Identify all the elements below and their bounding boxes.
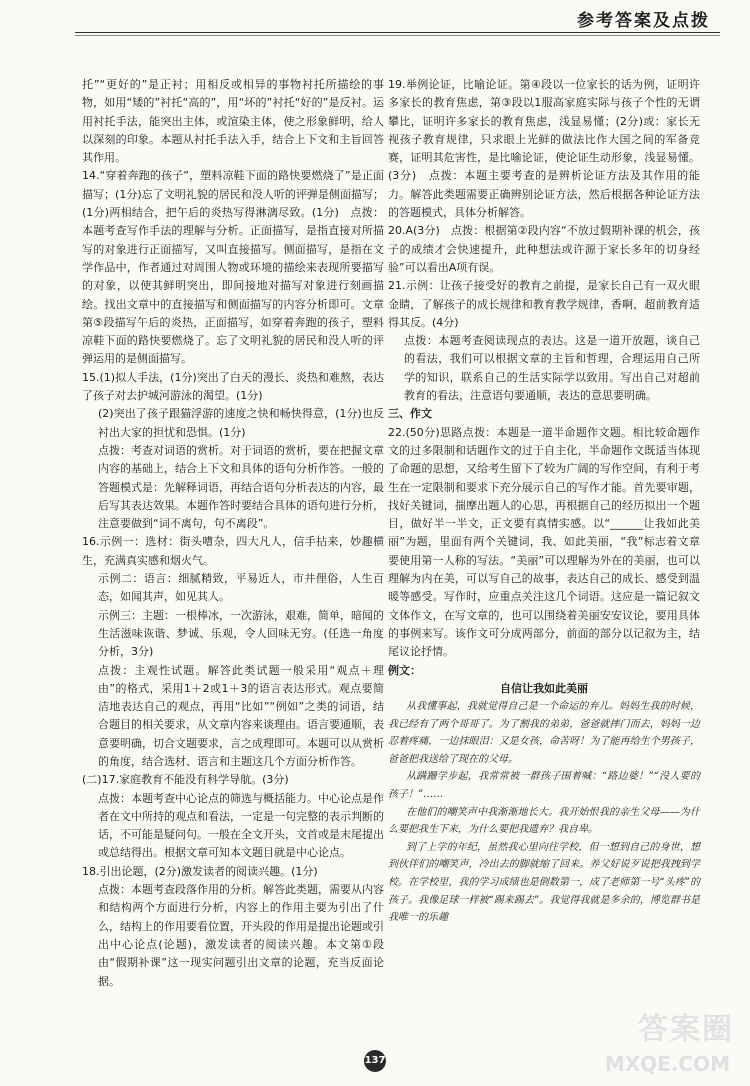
answer-17: (二)17.家庭教育不能没有科学导航。(3分) xyxy=(82,773,289,787)
answer-18-hint: 点拨：本题考查段落作用的分析。解答此类题，需要从内容和结构两个方面进行分析，内容上的作用主要为引出了什么，结构上的作用要看位置，开头段的作用是提出论题或引出中心论点(论题)，激发读者的阅读兴趣。本文第①段由“假期补课”这一现实问题引出文章的论题，充当反面论据。 xyxy=(98,883,384,988)
answer-22: 22.(50分)思路点拨：本题是一道半命题作文题。相比较命题作文的过多限制和话题作文的过于自主化，半命题作文既适当体现了命题的思想，又给考生留下了较为广阔的写作空间，有利于考生在一定限制和要求下充分展示自己的写作才能。首先要审题，找好关键词，揣摩出题人的心思，再根据自己的经历拟出一个题目，做好半一半文，正文要有真情实感。以“______让我如此美丽”为题，里面有两个关键词，我、如此美丽，“我”标志着文章要使用第一人称的写法。“美丽”可以理解为外在的美丽，也可以理解为内在美，可以写自己的故事，表达自己的成长、感受到温暖等感受。写作时，应重点关注这几个词语。这应是一篇记叙文文体作文，在写文章的，也可以围绕着美丽安安议论，要用具体的事例来写。该作文可分成两部分，前面的部分以记叙为主，结尾议论抒情。 xyxy=(388,425,700,659)
page-header xyxy=(0,0,750,40)
essay-paragraph: 到了上学的年纪，虽然我心里向往学校，但一想到自己的身世，想到伙伴们的嘲笑声，冷出去的脚就缩了回来。养父好说歹说把我拽到学校。在学校里，我的学习成绩也是倒数第一，成了老师第一号“头疼”的孩子。我像足球一样被“踢来踢去”。我觉得我就是多余的，博览群书是我唯一的乐趣 xyxy=(388,841,700,924)
answer-16-example-3: 示例三：主题：一根棒冰，一次游泳，艰难，简单，暗闻的生活滋味诙谐、梦诚、乐观，令人回味无穷。(任选一角度分析，3分) xyxy=(98,608,384,659)
answer-20: 20.A(3分) 点拨：根据第②段内容“不放过假期补课的机会，孩子的成绩才会快速提升，此种想法或许源于家长多年的切身经验”可以看出A项有误。 xyxy=(388,224,700,274)
essay-paragraph: 从我懂事起，我就觉得自己是一个命运的弃儿。妈妈生我的时候，我已经有了两个哥哥了。为了割我的弟弟，爸爸就摔门而去，妈妈一边忍着疼痛，一边抹眼泪：又是女孩，命苦呀！为了能再给生个男孩子，爸爸把我送给了现在的父母。 xyxy=(388,701,700,765)
answer-16-hint: 点拨：主观性试题。解答此类试题一般采用“观点＋理由”的格式，采用1＋2或1＋3的语言表达形式。观点要简洁地表达自己的观点，再用“比如”“例如”之类的词语，结合题目的相关要求，从文章内容来谈理由。语言要通顺，表意要明确，切合文题要求，言之成理即可。本题可以从赏析的角度，结合选材、语言和主题这几个方面分析作答。 xyxy=(98,663,384,768)
answer-paragraph: 托”“更好的”是正衬；用相反或相异的事物衬托所描绘的事物，如用“矮的”衬托“高的”，用“坏的”衬托“好的”是反衬。运用衬托手法，能突出主体，或渲染主体，使之形象鲜明，给人以深刻的印象。本题从衬托手法入手，结合上下文和主旨回答其作用。 xyxy=(82,78,384,165)
answer-15-hint: 点拨：考查对词语的赏析。对于词语的赏析，要在把握文章内容的基础上，结合上下文和具体的语句分析作答。一般的答题模式是：先解释词语，再结合语句分析表达的内容，最后写其表达效果。本题作答时要结合具体的语句进行分析，注意要做到“词不离句，句不离段”。 xyxy=(98,443,384,531)
example-label: 例文： xyxy=(388,663,421,677)
essay-paragraph: 在他们的嘲笑声中我渐渐地长大。我开始恨我的亲生父母——为什么要把我生下来，为什么要把我遗弃？我自卑。 xyxy=(388,806,700,836)
left-column xyxy=(82,76,384,991)
header-rule xyxy=(75,32,720,33)
answer-21-hint: 点拨：本题考查阅读现点的表达。这是一道开放题，谈自己的看法，我们可以根据文章的主旨和哲理，合理运用自己所学的知识，联系自己的生活实际学以致用。写出自己对超前教育的看法，注意语句要通顺，表达的意思要明确。 xyxy=(404,334,700,403)
answer-14: 14.“穿着奔跑的孩子”，塑料凉鞋下面的路快要燃烧了”是正面描写；(1分)忘了文明礼貌的居民和没人听的评弹是侧面描写；(1分)两相结合，把午后的炎热写得淋漓尽致。(1分) 点拨：本题考查写作手法的理解与分析。正面描写，是指直接对所描写的对象进行正面描写，又叫直接描写。侧面描写，是指在文学作品中，作者通过对周围人物或环境的描绘来表现所要描写的对象，以使其鲜明突出，即间接地对描写对象进行刻画描绘。找出文章中的直接描写和侧面描写的内容分析即可。文章第⑤段描写午后的炎热，正面描写，如穿着奔跑的孩子，塑料凉鞋下面的路快要燃烧了。忘了文明礼貌的居民和没人听的评弹运用的是侧面描写。 xyxy=(82,169,384,366)
answer-21: 21.示例：让孩子接受好的教育之前提，是家长自己有一双火眼金睛，了解孩子的成长规律和教育教学规律，香啊，超前教育适得其反。(4分) xyxy=(388,279,700,329)
header-rule-secondary xyxy=(75,35,720,36)
answer-19: 19.举例论证，比喻论证。第④段以一位家长的话为例，证明许多家长的教育焦虑，第③段以1服高家庭实际与孩子个性的无谓攀比，证明许多家长的教育焦虑，浅显易懂；(2分)或：家长无视孩子教育规律，只求眼上光鲜的做法比作大国之间的军备竞赛，证明其危害性，是比喻论证，使论证生动形象，浅显易懂。(3分) 点拨：本题主要考查的是辨析论证方法及其作用的能力。解答此类题需要正确辨别论证方法，然后根据各种论证方法的答题模式，具体分析解答。 xyxy=(388,78,700,220)
answer-15-1: 15.(1)拟人手法，(1分)突出了白天的漫长、炎热和难熬，表达了孩子对去护城河游泳的渴望。(1分) xyxy=(82,370,384,403)
answer-18: 18.引出论题，(2分)激发读者的阅读兴趣。(1分) xyxy=(82,864,318,878)
right-column xyxy=(388,76,700,927)
answer-16-example-1: 16.示例一：选材：街头嘈杂，四大凡人，信手拈来，妙趣横生，充满真实感和烟火气。 xyxy=(82,535,384,567)
watermark-text: 答案圈 xyxy=(638,1012,734,1047)
page-number: 137 xyxy=(364,1050,386,1072)
header-title: 参考答案及点拨 xyxy=(577,11,710,31)
essay-title: 自信让我如此美丽 xyxy=(500,681,588,695)
watermark-logo xyxy=(594,1002,744,1082)
section-composition-heading: 三、作文 xyxy=(388,407,432,421)
answer-15-2: (2)突出了孩子跟猫浮游的速度之快和畅快得意，(1分)也反衬出大家的担忧和恐惧。(1分) xyxy=(98,407,384,439)
essay-paragraph: 从蹒跚学步起，我常常被一群孩子围着喊：“路边婆！”“没人要的孩子！”…… xyxy=(388,771,700,801)
watermark-url: MXQE.COM xyxy=(604,1052,730,1076)
answer-16-example-2: 示例二：语言：细腻精致，平易近人，市井俚俗，人生百态，如闻其声，如见其人。 xyxy=(98,572,384,604)
answer-17-hint: 点拨：本题考查中心论点的筛选与概括能力。中心论点是作者在文中所持的观点和看法，一定是一句完整的表示判断的话，不可能是疑问句。一般在全文开头，文首或是末尾提出或总结得出。根据文章可知本文题目就是中心论点。 xyxy=(98,791,384,860)
